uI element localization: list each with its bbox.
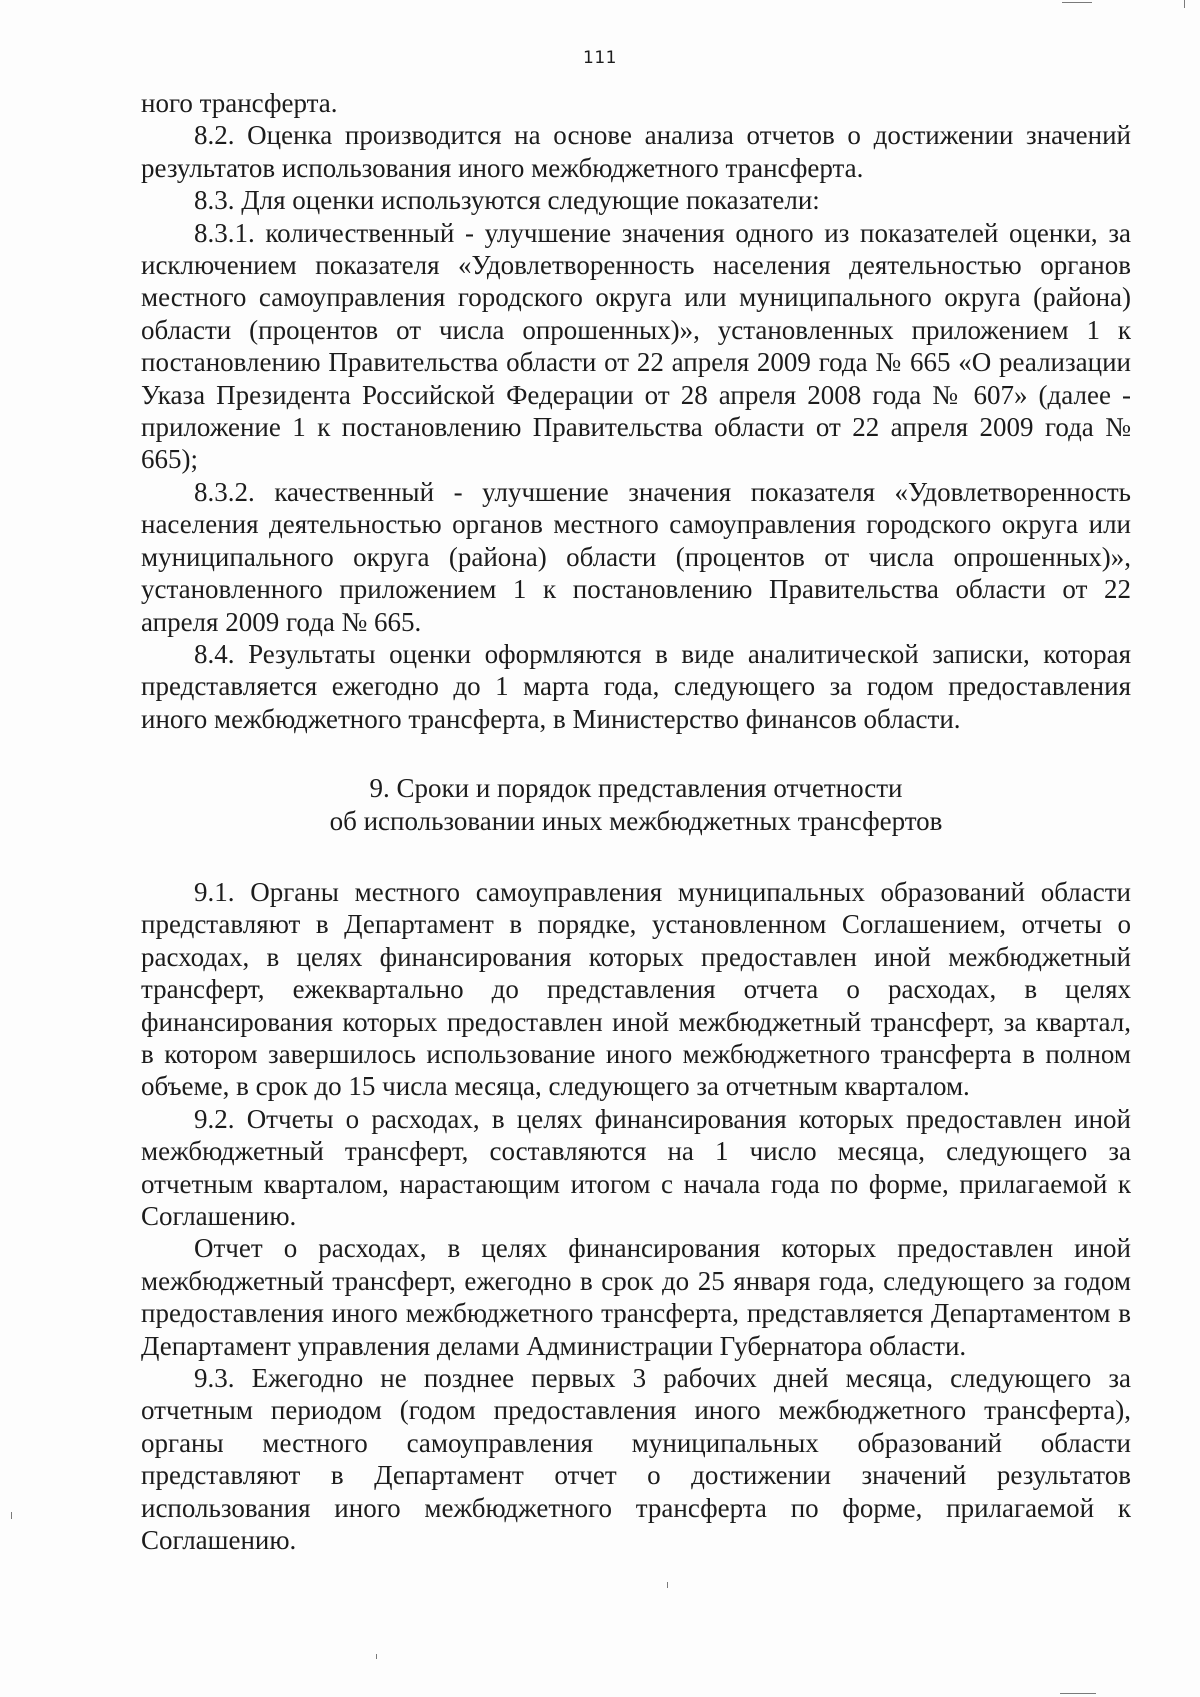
- scan-artifact-bottom-center: [376, 1654, 377, 1659]
- scan-artifact-top-edge: [1184, 0, 1185, 8]
- scan-artifact-left-edge: [11, 1512, 12, 1519]
- section-9-heading-line-1: 9. Сроки и порядок представления отчетности: [369, 773, 903, 804]
- paragraph-8-2: 8.2. Оценка производится на основе анализа отчетов о достижении значений результатов использования иного межбюджетного трансферта.: [141, 120, 1131, 183]
- paragraph-9-3: 9.3. Ежегодно не позднее первых 3 рабочих дней месяца, следующего за отчетным периодом (годом предоставления иного межбюджетного трансферта), органы местного самоуправления муниципальных образований области представляют в Департамент отчет о достижении значений результатов использования иного межбюджетного трансферта по форме, прилагаемой к Соглашению.: [141, 1363, 1131, 1556]
- scan-artifact-top-right: [1062, 2, 1092, 3]
- paragraph-8-3: 8.3. Для оценки используются следующие показатели:: [194, 185, 820, 216]
- paragraph-9-1: 9.1. Органы местного самоуправления муниципальных образований области представляют в Департамент в порядке, установленном Соглашением, отчеты о расходах, в целях финансирования которых предоставлен иной межбюджетный трансферт, ежеквартально до представления отчета о расходах, в целях финансирования которых предоставлен иной межбюджетный трансферт, за квартал, в котором завершилось использование иного межбюджетного трансферта в полном объеме, в срок до 15 числа месяца, следующего за отчетным кварталом.: [141, 876, 1131, 1102]
- paragraph-8-3-1: 8.3.1. количественный - улучшение значения одного из показателей оценки, за исключением показателя «Удовлетворенность населения деятельностью органов местного самоуправления городского округа или муниципального округа (района) области (процентов от числа опрошенных)», установленных приложением 1 к постановлению Правительства области от 22 апреля 2009 года № 665 «О реализации Указа Президента Российской Федерации от 28 апреля 2008 года № 607» (далее - приложение 1 к постановлению Правительства области от 22 апреля 2009 года № 665);: [141, 217, 1131, 475]
- paragraph-9-2: 9.2. Отчеты о расходах, в целях финансирования которых предоставлен иной межбюджетный трансферт, составляются на 1 число месяца, следующего за отчетным кварталом, нарастающим итогом с начала года по форме, прилагаемой к Соглашению.: [141, 1103, 1131, 1231]
- paragraph-9-2-report: Отчет о расходах, в целях финансирования которых предоставлен иной межбюджетный трансферт, ежегодно в срок до 25 января года, следующего за годом предоставления иного межбюджетного трансферта, представляется Департаментом в Департамент управления делами Администрации Губернатора области.: [141, 1233, 1131, 1361]
- page-number: 111: [583, 48, 617, 68]
- section-9-heading-line-2: об использовании иных межбюджетных трансфертов: [329, 805, 943, 836]
- paragraph-continuation: ного трансферта.: [141, 88, 338, 118]
- paragraph-8-3-2: 8.3.2. качественный - улучшение значения показателя «Удовлетворенность населения деятельностью органов местного самоуправления городского округа или муниципального округа (района) области (процентов от числа опрошенных)», установленного приложением 1 к постановлению Правительства области от 22 апреля 2009 года № 665.: [141, 476, 1131, 637]
- document-body: [141, 87, 1131, 1556]
- scan-artifact-center: [667, 1582, 668, 1588]
- paragraph-8-4: 8.4. Результаты оценки оформляются в виде аналитической записки, которая представляется ежегодно до 1 марта года, следующего за годом предоставления иного межбюджетного трансферта, в Министерство финансов области.: [141, 638, 1131, 734]
- scan-artifact-bottom-right: [1060, 1693, 1096, 1694]
- section-9-heading: [141, 772, 1131, 837]
